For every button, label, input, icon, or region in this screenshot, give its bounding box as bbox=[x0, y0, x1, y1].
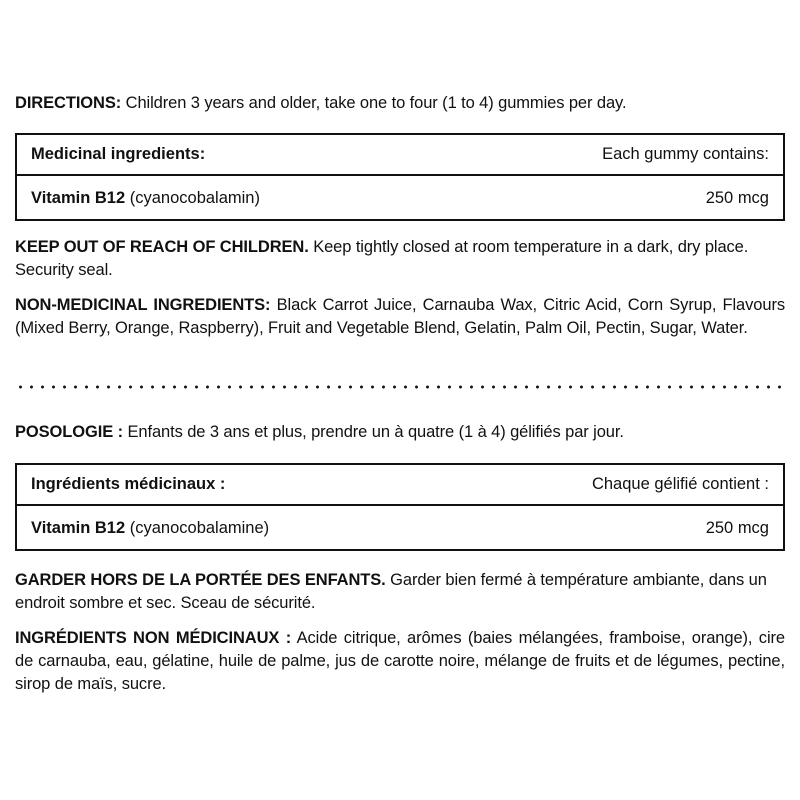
medicinal-table-en-row bbox=[17, 178, 783, 219]
per-gummy-heading-fr: Chaque gélifié contient : bbox=[591, 475, 769, 493]
medicinal-table-en-header bbox=[17, 135, 783, 176]
non-medicinal-fr-label: INGRÉDIENTS NON MÉDICINAUX : bbox=[15, 629, 292, 647]
medicinal-table-fr-row bbox=[17, 508, 783, 549]
directions-fr bbox=[15, 421, 785, 444]
directions-fr-text: Enfants de 3 ans et plus, prendre un à quatre (1 à 4) gélifiés par jour. bbox=[123, 423, 624, 441]
medicinal-ingredients-heading-en: Medicinal ingredients: bbox=[31, 145, 206, 163]
medicinal-table-en bbox=[15, 133, 785, 221]
warning-en bbox=[15, 236, 785, 282]
ingredient-fr-name: Vitamin B12 bbox=[31, 519, 126, 537]
ingredient-en bbox=[31, 189, 260, 208]
medicinal-table-fr bbox=[15, 463, 785, 551]
warning-fr-text: Garder bien fermé à température ambiante, dans un endroit sombre et sec. Sceau de sécurité. bbox=[15, 571, 767, 612]
per-gummy-heading-en: Each gummy contains: bbox=[602, 145, 769, 163]
non-medicinal-en-label: NON-MEDICINAL INGREDIENTS: bbox=[15, 296, 271, 314]
non-medicinal-fr bbox=[15, 627, 785, 696]
non-medicinal-fr-text: Acide citrique, arômes (baies mélangées, framboise, orange), cire de carnauba, eau, gélatine, huile de palme, jus de carotte noire, mélange de fruits et de légumes, pectine, sirop de maïs, sucre. bbox=[15, 629, 785, 693]
ingredient-fr-amount: 250 mcg bbox=[705, 519, 769, 537]
non-medicinal-en-text: Black Carrot Juice, Carnauba Wax, Citric Acid, Corn Syrup, Flavours (Mixed Berry, Orange, Raspberry), Fruit and Vegetable Blend, Gelatin, Palm Oil, Pectin, Sugar, Water. bbox=[15, 296, 785, 337]
directions-en-label: DIRECTIONS: bbox=[15, 94, 122, 112]
warning-en-label: KEEP OUT OF REACH OF CHILDREN. bbox=[15, 238, 309, 256]
ingredient-fr-detail: (cyanocobalamine) bbox=[125, 519, 270, 537]
directions-en-text: Children 3 years and older, take one to four (1 to 4) gummies per day. bbox=[121, 94, 627, 112]
warning-fr-label: GARDER HORS DE LA PORTÉE DES ENFANTS. bbox=[15, 571, 386, 589]
medicinal-table-fr-header bbox=[17, 465, 783, 506]
dotted-divider bbox=[15, 385, 785, 389]
ingredient-fr bbox=[31, 519, 269, 538]
directions-fr-label: POSOLOGIE : bbox=[15, 423, 123, 441]
warning-en-text: Keep tightly closed at room temperature in a dark, dry place. Security seal. bbox=[15, 238, 749, 279]
medicinal-ingredients-heading-fr: Ingrédients médicinaux : bbox=[31, 475, 226, 493]
directions-en bbox=[15, 92, 785, 115]
warning-fr bbox=[15, 569, 785, 615]
ingredient-en-name: Vitamin B12 bbox=[31, 189, 126, 207]
ingredient-en-detail: (cyanocobalamin) bbox=[125, 189, 260, 207]
ingredient-en-amount: 250 mcg bbox=[705, 189, 769, 207]
non-medicinal-en bbox=[15, 294, 785, 340]
